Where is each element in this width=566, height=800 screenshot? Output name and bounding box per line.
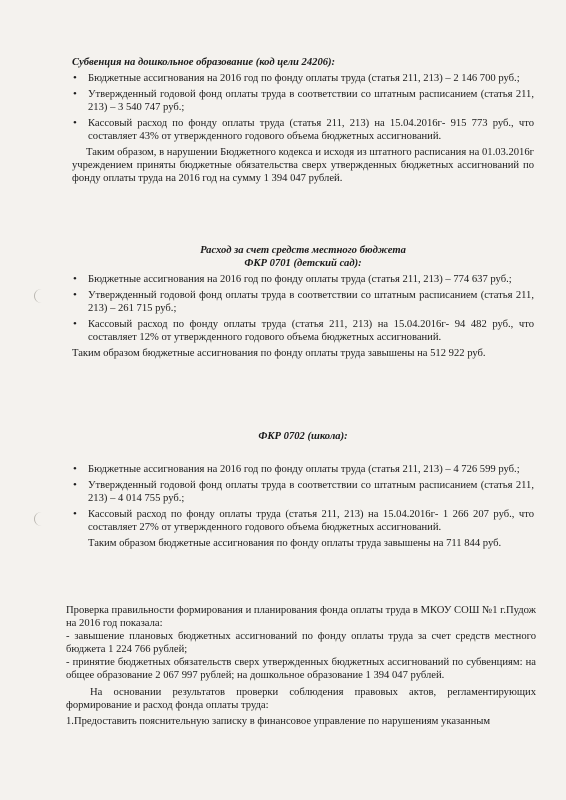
- list-item: • Кассовый расход по фонду оплаты труда (статья 211, 213) на 15.04.2016г- 915 773 руб., что составляет 43% от утвержденного годового объема бюджетных ассигнований.: [72, 117, 534, 143]
- section-subheading: ФКР 0701 (детский сад):: [244, 258, 362, 269]
- bullet-list: [72, 463, 534, 534]
- scan-hole-mark: [34, 512, 49, 526]
- bullet-list: [72, 72, 534, 143]
- paragraph: - принятие бюджетных обязательств сверх утвержденных бюджетных ассигнований по субвенциям: на общее образование 2 067 997 рублей; на дошкольное образование 1 394 047 рублей.: [66, 657, 536, 681]
- list-item: • Утвержденный годовой фонд оплаты труда в соответствии со штатным расписанием (статья 211, 213) – 4 014 755 руб.;: [72, 479, 534, 505]
- paragraph: - завышение плановых бюджетных ассигнований по фонду оплаты труда за счет средств местного бюджета 1 224 766 рублей;: [66, 631, 536, 655]
- section-subvention-preschool: [72, 56, 534, 185]
- paragraph: Проверка правильности формирования и планирования фонда оплаты труда в МКОУ СОШ №1 г.Пудож на 2016 год показала:: [66, 605, 536, 629]
- section-heading: Расход за счет средств местного бюджета: [200, 245, 406, 256]
- list-item: • Бюджетные ассигнования на 2016 год по фонду оплаты труда (статья 211, 213) – 774 637 руб.;: [72, 273, 534, 286]
- paragraph: Таким образом бюджетные ассигнования по фонду оплаты труда завышены на 711 844 руб.: [88, 538, 502, 549]
- list-item: • Утвержденный годовой фонд оплаты труда в соответствии со штатным расписанием (статья 211, 213) – 261 715 руб.;: [72, 289, 534, 315]
- list-item: • Кассовый расход по фонду оплаты труда (статья 211, 213) на 15.04.2016г- 1 266 207 руб., что составляет 27% от утвержденного годового объема бюджетных ассигнований.: [72, 508, 534, 534]
- paragraph: Таким образом бюджетные ассигнования по фонду оплаты труда завышены на 512 922 руб.: [72, 348, 486, 359]
- section-school: [72, 430, 534, 550]
- list-item: • Бюджетные ассигнования на 2016 год по фонду оплаты труда (статья 211, 213) – 4 726 599 руб.;: [72, 463, 534, 476]
- list-item: • Утвержденный годовой фонд оплаты труда в соответствии со штатным расписанием (статья 211, 213) – 3 540 747 руб.;: [72, 88, 534, 114]
- section-local-budget: [72, 244, 534, 360]
- list-item: • Кассовый расход по фонду оплаты труда (статья 211, 213) на 15.04.2016г- 94 482 руб., что составляет 12% от утвержденного годового объема бюджетных ассигнований.: [72, 318, 534, 344]
- section-heading: Субвенция на дошкольное образование (код цели 24206):: [72, 57, 336, 68]
- scan-hole-mark: [34, 289, 49, 303]
- section-conclusion: [66, 604, 536, 728]
- bullet-list: [72, 273, 534, 344]
- paragraph: 1.Предоставить пояснительную записку в финансовое управление по нарушениям указанным: [66, 716, 491, 727]
- section-heading: ФКР 0702 (школа):: [258, 431, 348, 442]
- list-item: • Бюджетные ассигнования на 2016 год по фонду оплаты труда (статья 211, 213) – 2 146 700 руб.;: [72, 72, 534, 85]
- paragraph: На основании результатов проверки соблюдения правовых актов, регламентирующих формирование и расход фонда оплаты труда:: [66, 687, 536, 711]
- paragraph: Таким образом, в нарушении Бюджетного кодекса и исходя из штатного расписания на 01.03.2016г учреждением приняты бюджетные обязательства сверх утвержденных бюджетных ассигнований по фонду оплаты труда на 2016 год на сумму 1 394 047 рублей.: [72, 147, 534, 184]
